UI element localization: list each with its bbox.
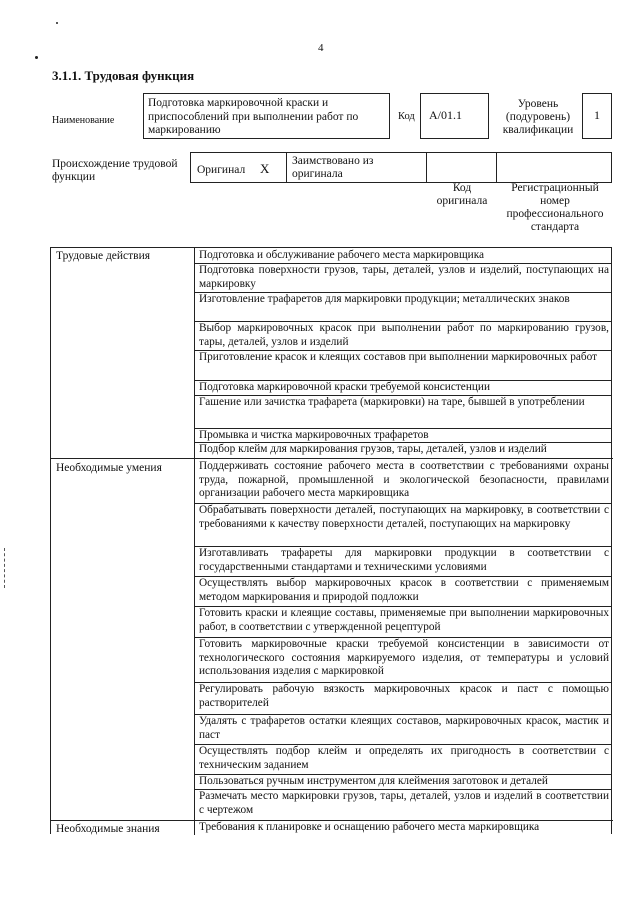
table-row: Выбор маркировочных красок при выполнении работ по маркированию грузов, тары, деталей, узлов и изделий — [199, 322, 609, 348]
origin-label: Происхождение трудовой функции — [52, 158, 178, 183]
scan-speck — [56, 22, 58, 24]
function-table — [50, 247, 612, 834]
section-heading: 3.1.1. Трудовая функция — [52, 68, 195, 83]
table-row: Готовить краски и клеящие составы, применяемые при выполнении маркировочных работ, в соответствии с утвержденной рецептурой — [199, 607, 609, 633]
name-value: Подготовка маркировочной краски и приспособлений при выполнении работ по маркированию — [148, 97, 359, 136]
table-row: Промывка и чистка маркировочных трафаретов — [199, 429, 429, 441]
table-row: Подготовка маркировочной краски требуемой консистенции — [199, 381, 491, 393]
section-title-actions: Трудовые действия — [56, 250, 151, 262]
level-value: 1 — [594, 108, 600, 122]
binding-marks — [4, 548, 7, 588]
table-row: Обрабатывать поверхности деталей, поступающих на маркировку, в соответствии с требованиями к качеству поверхности деталей, поступающих на маркировку — [199, 504, 609, 530]
table-row: Осуществлять подбор клейм и определять их пригодность в соответствии с техническим заданием — [199, 745, 609, 771]
section-title-knowledge: Необходимые знания — [56, 823, 160, 835]
level-label: Уровень (подуровень) квалификации — [502, 98, 574, 136]
name-value-box — [143, 93, 390, 139]
table-row: Приготовление красок и клеящих составов при выполнении маркировочных работ — [199, 351, 598, 363]
code-value-box — [420, 93, 489, 139]
level-value-box — [582, 93, 612, 139]
scan-speck — [35, 56, 38, 59]
table-row: Готовить маркировочные краски требуемой консистенции в зависимости от технологического состояния маркируемого изделия, от температуры и условий использования изделия с маркировкой — [199, 638, 609, 678]
table-row: Регулировать рабочую вязкость маркировочных красок и паст с помощью растворителей — [199, 683, 609, 709]
page-number: 4 — [318, 42, 324, 54]
reg-number-label: Регистрационный номер профессионального стандарта — [506, 182, 604, 233]
table-row: Пользоваться ручным инструментом для клеймения заготовок и деталей — [199, 775, 548, 787]
table-row: Подготовка и обслуживание рабочего места маркировщика — [199, 249, 485, 261]
original-label: Оригинал — [197, 164, 246, 176]
table-row: Изготавливать трафареты для маркировки продукции в соответствии с государственными стандартами и техническими условиями — [199, 547, 609, 573]
code-label: Код — [398, 111, 415, 122]
table-row: Гашение или зачистка трафарета (маркировки) на таре, бывшей в употреблении — [199, 396, 585, 408]
table-row: Поддерживать состояние рабочего места в соответствии с требованиями охраны труда, пожарной, промышленной и экологической безопасности, правилами организации рабочего места маркировщика — [199, 460, 609, 500]
table-row: Размечать место маркировки грузов, тары, деталей, узлов и изделий в соответствии с чертежом — [199, 790, 609, 816]
borrowed-label: Заимствовано из оригинала — [292, 155, 374, 180]
table-row: Подготовка поверхности грузов, тары, деталей, узлов и изделий, поступающих на маркировку — [199, 264, 609, 290]
code-value: A/01.1 — [429, 108, 462, 122]
table-row: Подбор клейм для маркирования грузов, тары, деталей, узлов и изделий — [199, 443, 547, 455]
table-row: Удалять с трафаретов остатки клеящих составов, маркировочных красок, мастик и паст — [199, 715, 609, 741]
table-row: Осуществлять выбор маркировочных красок в соответствии с применяемым методом маркирования и природой подложки — [199, 577, 609, 603]
original-mark: X — [260, 161, 270, 176]
table-row: Изготовление трафаретов для маркировки продукции; металлических знаков — [199, 293, 570, 305]
table-row: Требования к планировке и оснащению рабочего места маркировщика — [199, 821, 540, 833]
name-label: Наименование — [52, 115, 115, 126]
section-title-skills: Необходимые умения — [56, 462, 162, 474]
code-original-label: Код оригинала — [436, 182, 488, 207]
